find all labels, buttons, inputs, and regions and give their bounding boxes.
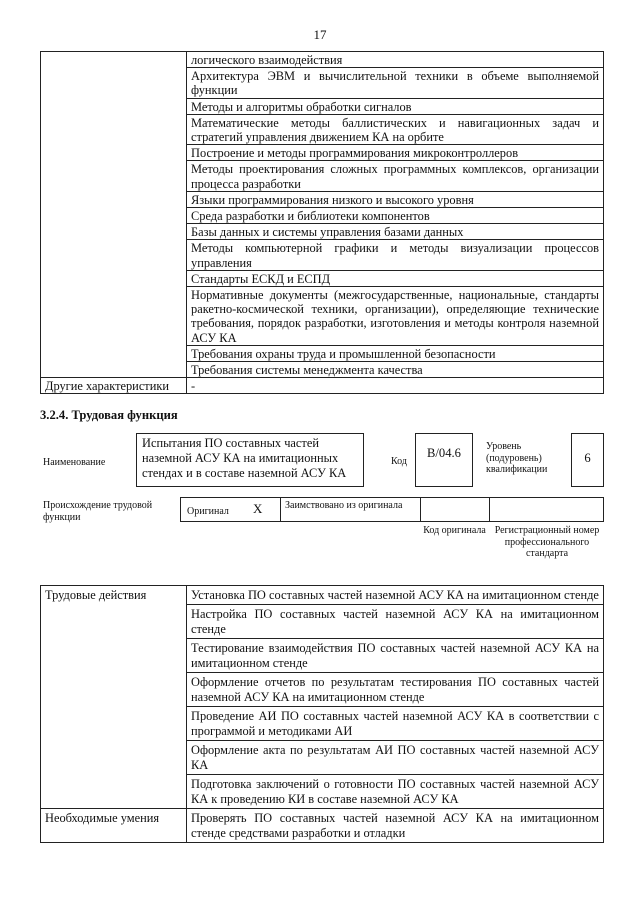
group-item: Проверять ПО составных частей наземной АСУ КА на имитационном стенде средствами разработки и отладки	[187, 808, 604, 842]
knowledge-row	[41, 345, 604, 361]
knowledge-row-value: Языки программирования низкого и высокого уровня	[187, 191, 604, 207]
group-item: Подготовка заключений о готовности ПО составных частей наземной АСУ КА к проведению КИ в составе наземной АСУ КА	[187, 774, 604, 808]
knowledge-row	[41, 362, 604, 378]
group-label: Трудовые действия	[41, 586, 187, 809]
code-value: B/04.6	[427, 446, 461, 460]
group-item: Оформление отчетов по результатам тестирования ПО составных частей наземной АСУ КА на имитационном стенде	[187, 672, 604, 706]
group-item: Проведение АИ ПО составных частей наземной АСУ КА в соответствии с программой и методиками АИ	[187, 706, 604, 740]
original-label: Оригинал	[187, 506, 229, 517]
knowledge-row-label: Другие характеристики	[41, 378, 187, 394]
knowledge-row-value: Методы и алгоритмы обработки сигналов	[187, 98, 604, 114]
knowledge-row-label	[41, 287, 187, 346]
group-item: Установка ПО составных частей наземной АСУ КА на имитационном стенде	[187, 586, 604, 605]
function-name-box	[136, 433, 364, 487]
level-box	[571, 433, 604, 487]
knowledge-row-value: Методы компьютерной графики и методы визуализации процессов управления	[187, 240, 604, 270]
level-value: 6	[584, 451, 591, 465]
knowledge-row	[41, 114, 604, 144]
section-title: 3.2.4. Трудовая функция	[40, 408, 178, 422]
knowledge-row-value: Базы данных и системы управления базами данных	[187, 224, 604, 240]
knowledge-table	[40, 51, 604, 394]
knowledge-row-value: Стандарты ЕСКД и ЕСПД	[187, 270, 604, 286]
knowledge-row-value: Методы проектирования сложных программных комплексов, организации процесса разработки	[187, 161, 604, 191]
knowledge-row	[41, 378, 604, 394]
code-label: Код	[391, 456, 407, 467]
knowledge-row-label	[41, 191, 187, 207]
labor-action-row	[41, 586, 604, 605]
knowledge-row	[41, 98, 604, 114]
knowledge-row-label	[41, 52, 187, 68]
borrowed-label: Заимствовано из оригинала	[285, 500, 403, 511]
knowledge-row	[41, 52, 604, 68]
knowledge-row-value: Среда разработки и библиотеки компонентов	[187, 208, 604, 224]
origin-label: Происхождение трудовой функции	[43, 500, 153, 523]
knowledge-row-value: -	[187, 378, 604, 394]
knowledge-row	[41, 287, 604, 346]
reg-number-label: Регистрационный номер профессионального стандарта	[494, 525, 600, 559]
group-label: Необходимые умения	[41, 808, 187, 842]
knowledge-row-value: Требования системы менеджмента качества	[187, 362, 604, 378]
knowledge-row-label	[41, 98, 187, 114]
original-cell	[181, 498, 281, 521]
name-label: Наименование	[43, 457, 106, 468]
group-item: Тестирование взаимодействия ПО составных частей наземной АСУ КА на имитационном стенде	[187, 638, 604, 672]
knowledge-row-value: логического взаимодействия	[187, 52, 604, 68]
level-label: Уровень (подуровень) квалификации	[486, 441, 548, 475]
function-name-value: Испытания ПО составных частей наземной АСУ КА на имитационных стендах и в составе наземной АСУ КА	[142, 436, 347, 480]
origin-row	[180, 497, 604, 522]
actions-table	[40, 585, 604, 843]
code-original-label: Код оригинала	[423, 525, 486, 536]
knowledge-row-label	[41, 240, 187, 270]
code-original-cell	[421, 498, 490, 521]
knowledge-row	[41, 191, 604, 207]
knowledge-row-label	[41, 68, 187, 98]
knowledge-row	[41, 161, 604, 191]
code-box	[415, 433, 473, 487]
knowledge-row-value: Математические методы баллистических и навигационных задач и стратегий управления движением КА на орбите	[187, 114, 604, 144]
knowledge-row-label	[41, 270, 187, 286]
skill-row	[41, 808, 604, 842]
borrowed-cell	[281, 498, 421, 521]
knowledge-row	[41, 224, 604, 240]
knowledge-row-label	[41, 114, 187, 144]
knowledge-row-label	[41, 362, 187, 378]
knowledge-row	[41, 68, 604, 98]
knowledge-row-label	[41, 161, 187, 191]
group-item: Настройка ПО составных частей наземной АСУ КА на имитационном стенде	[187, 604, 604, 638]
knowledge-row	[41, 145, 604, 161]
knowledge-row-label	[41, 345, 187, 361]
original-mark: X	[253, 501, 263, 516]
knowledge-row-label	[41, 145, 187, 161]
reg-number-cell	[490, 498, 603, 521]
knowledge-row	[41, 240, 604, 270]
knowledge-row	[41, 208, 604, 224]
group-item: Оформление акта по результатам АИ ПО составных частей наземной АСУ КА	[187, 740, 604, 774]
knowledge-row-label	[41, 224, 187, 240]
knowledge-row-value: Архитектура ЭВМ и вычислительной техники в объеме выполняемой функции	[187, 68, 604, 98]
knowledge-row-label	[41, 208, 187, 224]
knowledge-row-value: Требования охраны труда и промышленной безопасности	[187, 345, 604, 361]
knowledge-row-value: Нормативные документы (межгосударственные, национальные, стандарты ракетно-космической техники, организации), определяющие технические требования, порядок разработки, изготовления и методы контроля наземной АСУ КА	[187, 287, 604, 346]
page-number: 17	[313, 27, 327, 42]
knowledge-row-value: Построение и методы программирования микроконтроллеров	[187, 145, 604, 161]
knowledge-row	[41, 270, 604, 286]
